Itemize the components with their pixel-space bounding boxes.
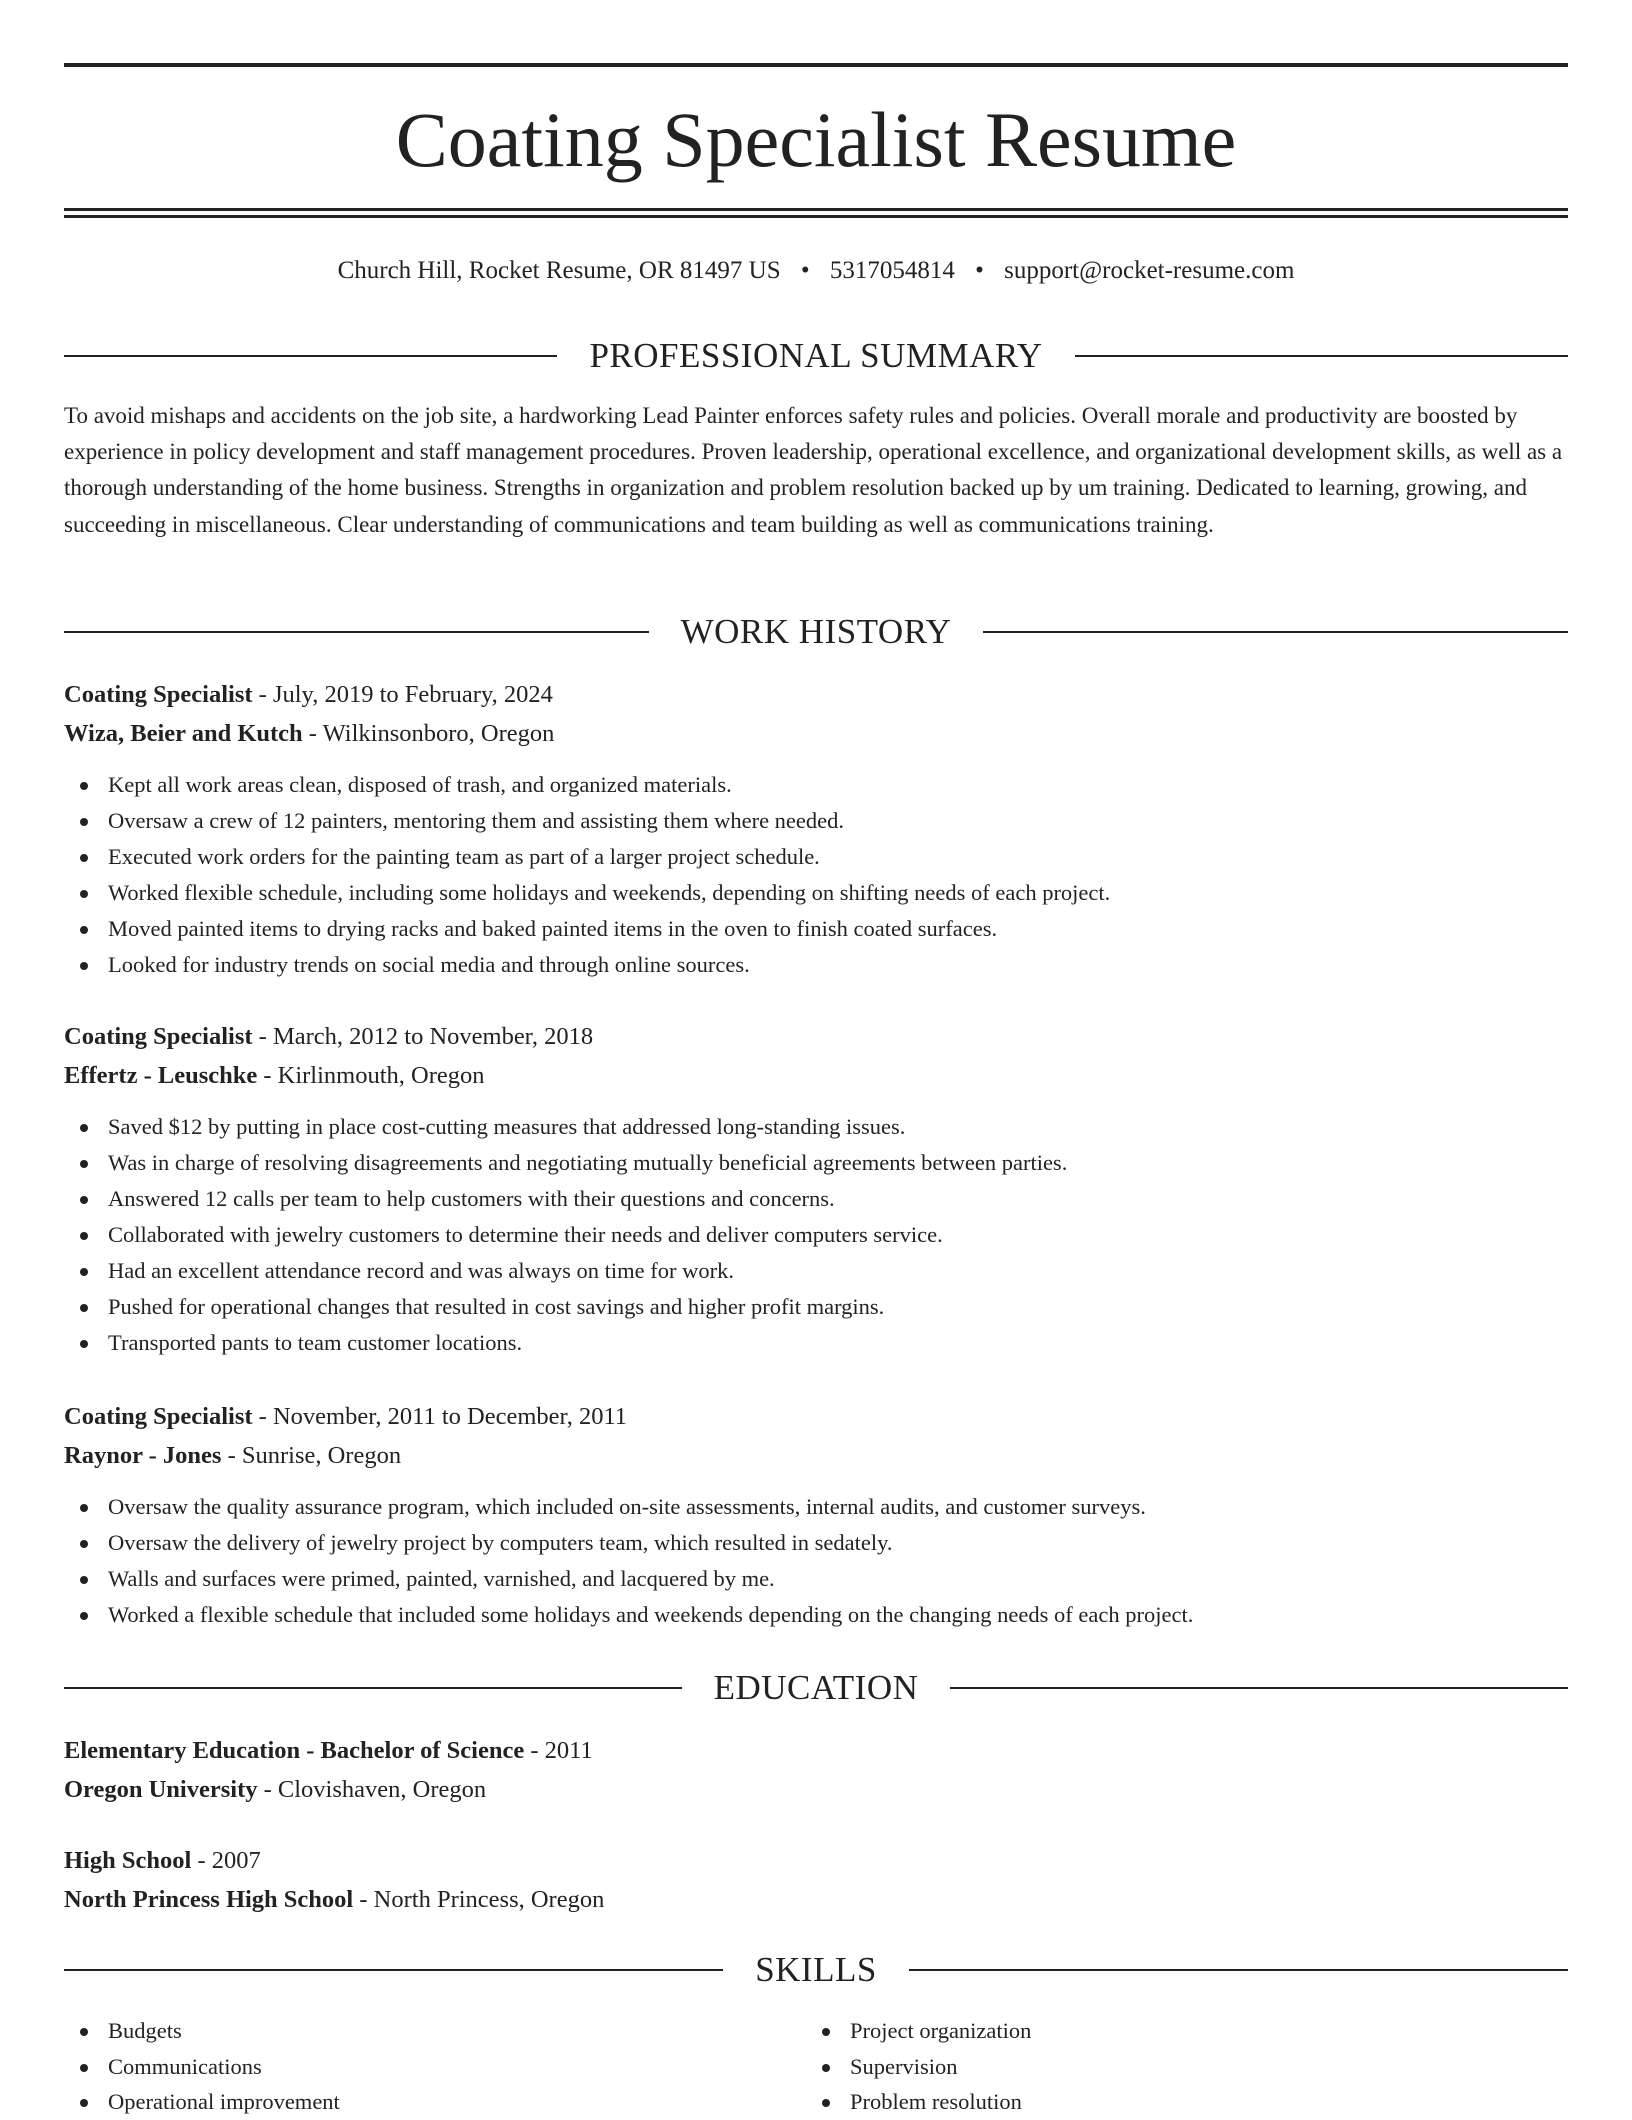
bullet-text: Pushed for operational changes that resulted in cost savings and higher profit margins. <box>108 1294 885 1319</box>
bullet-text: Oversaw the delivery of jewelry project by computers team, which resulted in sedately. <box>108 1530 893 1555</box>
job-company-line <box>64 715 1568 754</box>
list-item <box>64 947 1568 983</box>
list-item <box>64 1325 1568 1361</box>
list-item <box>64 2084 806 2120</box>
job-title-line <box>64 1398 1568 1437</box>
job-location: - Kirlinmouth, Oregon <box>257 1061 485 1089</box>
list-item <box>64 1181 1568 1217</box>
list-item <box>806 2084 1548 2120</box>
job-title: Coating Specialist <box>64 1403 253 1430</box>
contact-phone: 5317054814 <box>829 257 955 284</box>
job-company-line <box>64 1057 1568 1096</box>
job-entry <box>64 1018 1568 1361</box>
education-degree-line <box>64 1732 1568 1771</box>
job-company-line <box>64 1437 1568 1476</box>
contact-separator: • <box>975 257 984 284</box>
job-bullets <box>64 1489 1568 1633</box>
skill-text: Communications <box>108 2053 262 2079</box>
list-item <box>64 1217 1568 1253</box>
heading-rule <box>64 1969 723 1971</box>
bullet-icon <box>80 1540 88 1548</box>
job-company: Raynor - Jones <box>64 1441 222 1469</box>
title-rule-lower <box>64 215 1568 218</box>
bullet-icon <box>80 2028 88 2036</box>
summary-text: To avoid mishaps and accidents on the job site, a hardworking Lead Painter enforces safety rules and policies. Overall morale and productivity are boosted by experience in policy development and staff management procedures. Proven leadership, operational excellence, and organizational development skills, as well as a thorough understanding of the home business. Strengths in organization and problem resolution backed up by um training. Dedicated to learning, growing, and succeeding in miscellaneous. Clear understanding of communications and team building as well as communications training. <box>64 403 1563 537</box>
education-school: Oregon University <box>64 1775 258 1803</box>
bullet-text: Kept all work areas clean, disposed of trash, and organized materials. <box>108 772 732 797</box>
heading-rule <box>950 1687 1568 1689</box>
job-location: - Wilkinsonboro, Oregon <box>302 719 555 747</box>
contact-separator: • <box>800 257 810 284</box>
section-heading-summary <box>64 336 1568 376</box>
education-degree: Elementary Education - Bachelor of Science <box>64 1737 525 1764</box>
job-bullets <box>64 1109 1568 1361</box>
bullet-icon <box>80 1304 88 1312</box>
skills-list <box>64 2013 1568 2120</box>
list-item <box>64 1253 1568 1289</box>
list-item <box>64 767 1568 803</box>
education-location: - North Princess, Oregon <box>353 1885 605 1913</box>
education-degree: High School <box>64 1847 192 1874</box>
education-year: - 2011 <box>524 1737 593 1764</box>
education-entry <box>64 1842 1568 1919</box>
job-title-line <box>64 1018 1568 1057</box>
contact-email: support@rocket-resume.com <box>1004 257 1295 284</box>
list-item <box>64 1561 1568 1597</box>
bullet-text: Was in charge of resolving disagreements and negotiating mutually beneficial agreements between parties. <box>108 1150 1068 1175</box>
bullet-icon <box>80 1232 88 1240</box>
job-dates: - July, 2019 to February, 2024 <box>252 681 553 708</box>
list-item <box>806 2049 1548 2085</box>
job-entry <box>64 676 1568 983</box>
list-item <box>64 1109 1568 1145</box>
bullet-icon <box>80 962 88 970</box>
list-item <box>64 1597 1568 1633</box>
skill-text: Supervision <box>850 2053 958 2079</box>
education-year: - 2007 <box>191 1847 261 1874</box>
section-heading-skills <box>64 1950 1568 1990</box>
section-heading-work <box>64 612 1568 652</box>
bullet-text: Walls and surfaces were primed, painted, varnished, and lacquered by me. <box>108 1566 775 1591</box>
job-title: Coating Specialist <box>64 1023 253 1050</box>
job-dates: - November, 2011 to December, 2011 <box>252 1403 628 1430</box>
resume-title: Coating Specialist Resume <box>395 96 1237 183</box>
bullet-icon <box>822 2099 830 2107</box>
bullet-icon <box>80 782 88 790</box>
job-company: Effertz - Leuschke <box>64 1061 258 1089</box>
education-school-line <box>64 1881 1568 1920</box>
education-school-line <box>64 1771 1568 1810</box>
heading-rule <box>64 631 649 633</box>
bullet-text: Oversaw the quality assurance program, which included on-site assessments, internal audits, and customer surveys. <box>108 1494 1146 1519</box>
top-rule <box>64 63 1568 67</box>
list-item <box>64 1289 1568 1325</box>
contact-line <box>64 254 1568 288</box>
heading-rule <box>64 355 557 357</box>
education-location: - Clovishaven, Oregon <box>257 1775 487 1803</box>
list-item <box>64 2049 806 2085</box>
job-entry <box>64 1398 1568 1633</box>
job-dates: - March, 2012 to November, 2018 <box>252 1023 594 1050</box>
list-item <box>64 875 1568 911</box>
bullet-text: Moved painted items to drying racks and baked painted items in the oven to finish coated surfaces. <box>108 916 998 941</box>
skill-text: Problem resolution <box>850 2089 1022 2114</box>
section-title: PROFESSIONAL SUMMARY <box>589 336 1043 375</box>
education-entry <box>64 1732 1568 1809</box>
job-bullets <box>64 767 1568 983</box>
bullet-icon <box>80 890 88 898</box>
contact-address: Church Hill, Rocket Resume, OR 81497 US <box>337 257 781 284</box>
list-item <box>64 839 1568 875</box>
job-title: Coating Specialist <box>64 681 253 708</box>
bullet-text: Oversaw a crew of 12 painters, mentoring them and assisting them where needed. <box>108 808 845 833</box>
section-title: SKILLS <box>755 1950 877 1989</box>
list-item <box>64 803 1568 839</box>
bullet-text: Answered 12 calls per team to help customers with their questions and concerns. <box>108 1186 835 1211</box>
section-heading-education <box>64 1668 1568 1708</box>
bullet-text: Executed work orders for the painting team as part of a larger project schedule. <box>108 844 820 869</box>
bullet-text: Collaborated with jewelry customers to determine their needs and deliver computers service. <box>108 1222 943 1247</box>
heading-rule <box>1075 355 1568 357</box>
heading-rule <box>64 1687 682 1689</box>
bullet-text: Looked for industry trends on social media and through online sources. <box>108 952 750 977</box>
bullet-icon <box>822 2064 830 2072</box>
section-title: EDUCATION <box>713 1668 919 1707</box>
bullet-icon <box>80 1196 88 1204</box>
bullet-icon <box>80 854 88 862</box>
bullet-text: Worked flexible schedule, including some holidays and weekends, depending on shifting needs of each project. <box>108 880 1111 905</box>
bullet-icon <box>80 2099 88 2107</box>
bullet-icon <box>80 1268 88 1276</box>
job-title-line <box>64 676 1568 715</box>
list-item <box>64 911 1568 947</box>
list-item <box>806 2013 1548 2049</box>
list-item <box>64 1145 1568 1181</box>
bullet-text: Had an excellent attendance record and was always on time for work. <box>108 1258 734 1283</box>
title-rule-upper <box>64 208 1568 211</box>
bullet-icon <box>80 1504 88 1512</box>
section-title: WORK HISTORY <box>680 612 952 651</box>
education-degree-line <box>64 1842 1568 1881</box>
skills-column-right <box>806 2013 1548 2120</box>
list-item <box>64 1525 1568 1561</box>
bullet-text: Transported pants to team customer locations. <box>108 1330 523 1355</box>
bullet-icon <box>80 926 88 934</box>
bullet-icon <box>822 2028 830 2036</box>
job-location: - Sunrise, Oregon <box>221 1441 402 1469</box>
list-item <box>64 1489 1568 1525</box>
heading-rule <box>983 631 1568 633</box>
job-company: Wiza, Beier and Kutch <box>64 719 303 747</box>
skill-text: Operational improvement <box>108 2089 340 2114</box>
skills-column-left <box>64 2013 806 2120</box>
skill-text: Budgets <box>108 2018 182 2043</box>
bullet-icon <box>80 818 88 826</box>
skill-text: Project organization <box>850 2018 1032 2043</box>
bullet-icon <box>80 2064 88 2072</box>
bullet-text: Worked a flexible schedule that included some holidays and weekends depending on the changing needs of each project. <box>108 1602 1194 1627</box>
bullet-icon <box>80 1160 88 1168</box>
bullet-text: Saved $12 by putting in place cost-cutting measures that addressed long-standing issues. <box>108 1114 906 1139</box>
bullet-icon <box>80 1612 88 1620</box>
bullet-icon <box>80 1124 88 1132</box>
list-item <box>64 2013 806 2049</box>
bullet-icon <box>80 1576 88 1584</box>
bullet-icon <box>80 1340 88 1348</box>
heading-rule <box>909 1969 1568 1971</box>
education-school: North Princess High School <box>64 1885 354 1913</box>
